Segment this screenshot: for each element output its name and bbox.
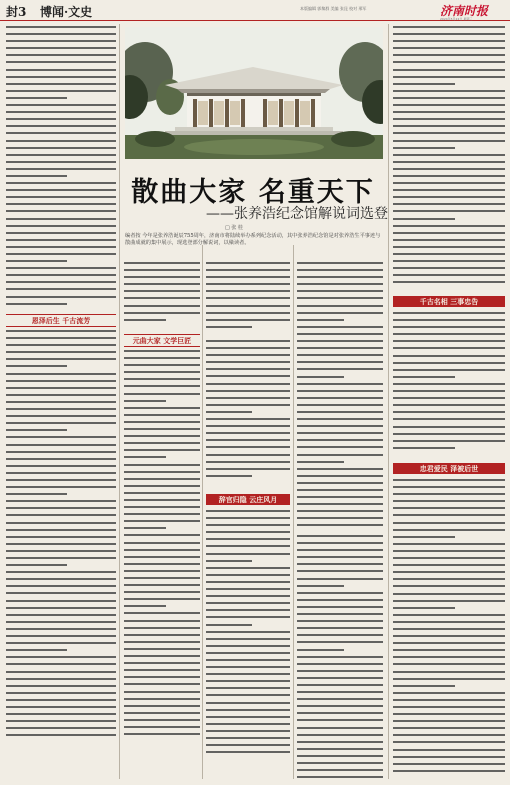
- subhead-left-1: 恩泽后生 千古流芳: [6, 314, 116, 327]
- left-column-text: [6, 26, 116, 311]
- middle-column-c-text-2: [297, 535, 383, 780]
- middle-column-b-text: [206, 262, 290, 332]
- subhead-right-2: 忠君爱民 泽被后世: [393, 463, 505, 474]
- byline: □ 张 桂: [225, 225, 243, 231]
- column-rule: [388, 24, 389, 779]
- memorial-hall-photo: [125, 27, 383, 159]
- column-rule: [293, 245, 294, 779]
- right-column-text: [393, 26, 505, 294]
- building-illustration: [125, 27, 383, 159]
- middle-column-a-text-2: [124, 350, 200, 780]
- section-name: 博闻·文史: [40, 5, 93, 19]
- subtitle: ——张养浩纪念馆解说词选登: [206, 206, 388, 222]
- issue-date: 2024年5月22日 星期三: [440, 17, 473, 21]
- middle-column-a-text: [124, 262, 200, 332]
- middle-column-b-text-2: [206, 340, 290, 490]
- newspaper-logo: 济南时报: [440, 4, 489, 18]
- subhead-right-1: 千古名相 三事忠告: [393, 296, 505, 307]
- middle-column-c-text: [297, 262, 383, 532]
- right-column-text-2: [393, 312, 505, 460]
- middle-column-b-text-3: [206, 510, 290, 780]
- editor-meta: 本版编辑 郭黎群 美编 张昆 校对 邢军: [300, 6, 367, 11]
- section-code: 封3: [6, 5, 27, 19]
- subhead-mid-2: 辞官归隐 云庄风月: [206, 494, 290, 505]
- page-header: [0, 0, 510, 21]
- right-column-text-3: [393, 479, 505, 779]
- headline: 散曲大家 名重天下: [131, 177, 375, 208]
- subhead-mid-1: 元曲大家 文学巨匠: [124, 334, 200, 347]
- column-rule: [119, 24, 120, 779]
- column-rule: [202, 245, 203, 779]
- left-column-text-2: [6, 330, 116, 780]
- editor-note: 编者按 今年是张养浩诞辰755周年，济南市将陆续举办系列纪念活动，其中张养浩纪念馆是对张养浩生平事迹与散曲成就的集中展示，现选登部分解说词，以飨读者。: [125, 233, 381, 246]
